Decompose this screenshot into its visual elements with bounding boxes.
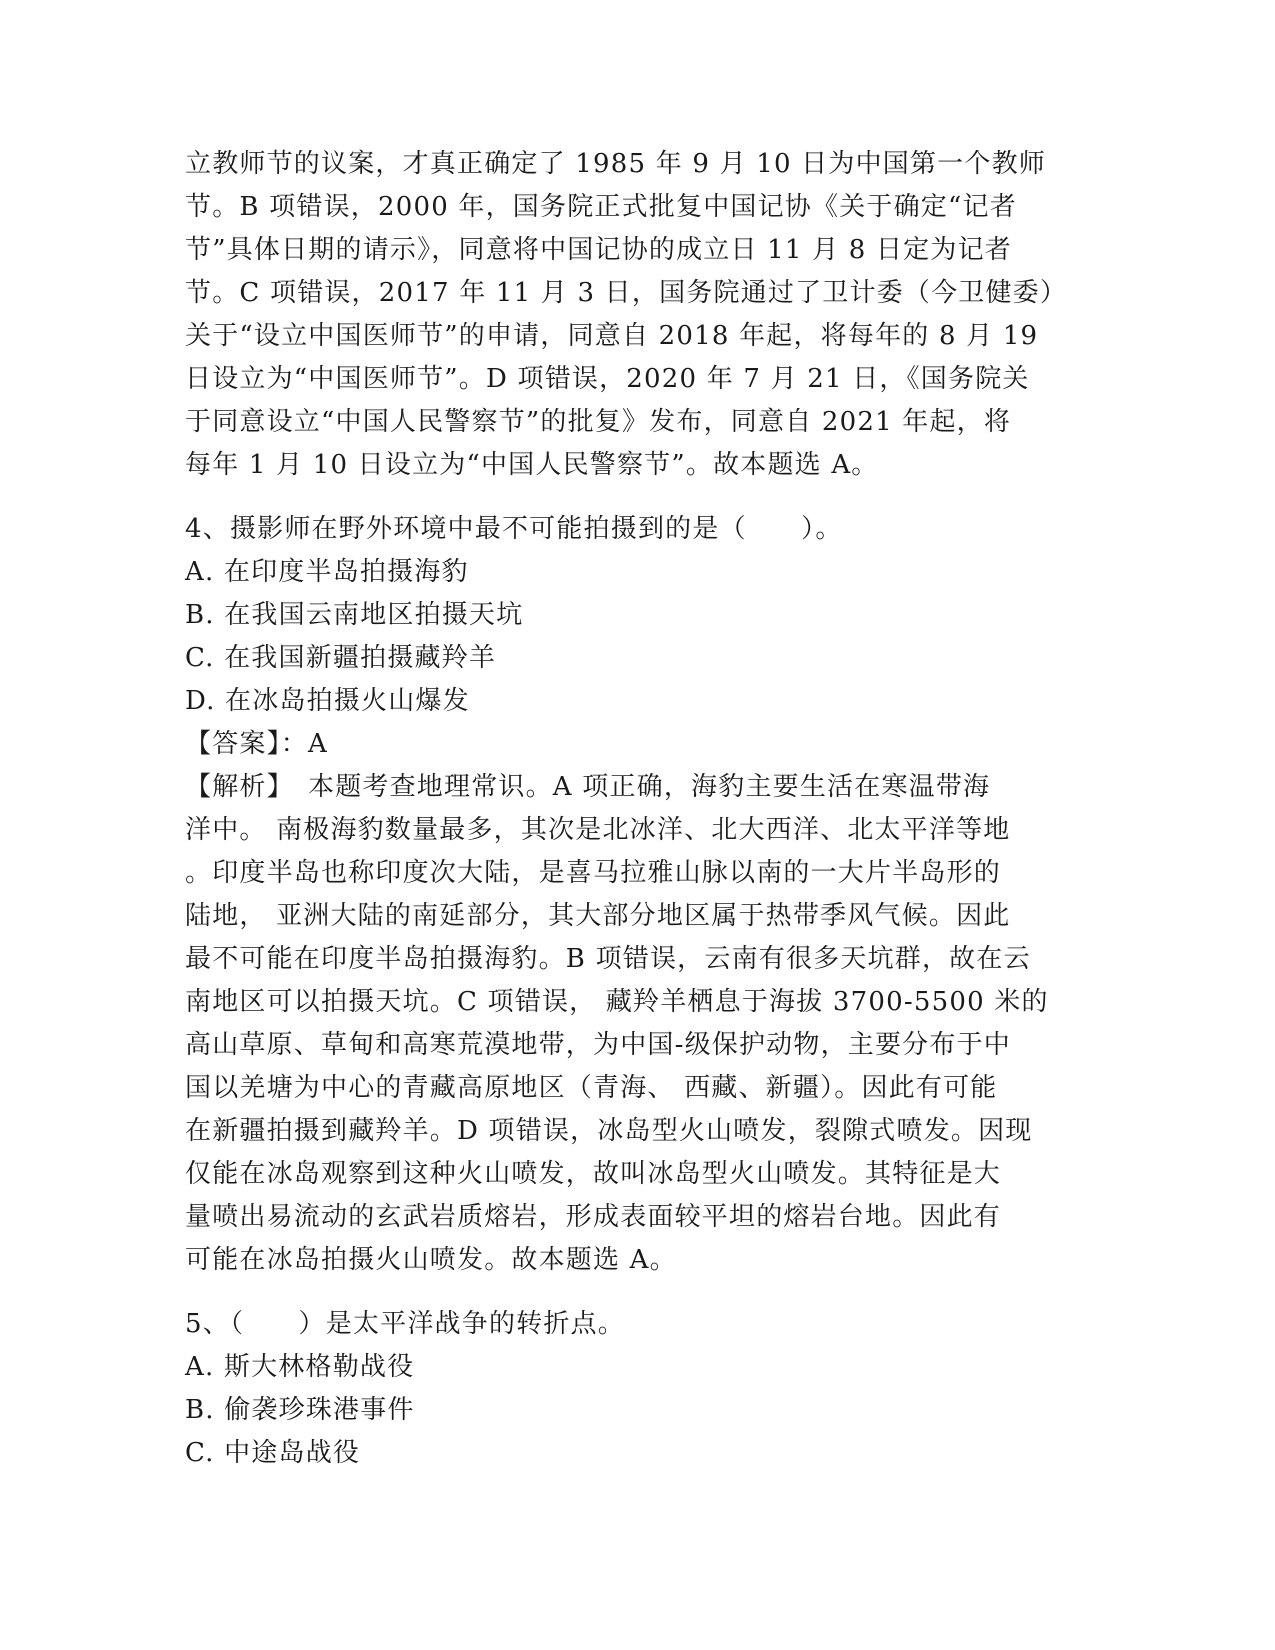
- text-line: 国以羌塘为中心的青藏高原地区（青海、 西藏、新疆）。因此有可能: [185, 1073, 998, 1103]
- text-line: 在新疆拍摄到藏羚羊。D 项错误，冰岛型火山喷发，裂隙式喷发。因现: [185, 1116, 1033, 1146]
- text-line: 高山草原、草甸和高寒荒漠地带，为中国-级保护动物，主要分布于中: [185, 1030, 1011, 1060]
- text-line: 最不可能在印度半岛拍摄海豹。B 项错误，云南有很多天坑群，故在云: [185, 944, 1031, 974]
- text-line: 关于“设立中国医师节”的申请，同意自 2018 年起，将每年的 8 月 19: [185, 321, 1039, 351]
- text-line: 日设立为“中国医师节”。D 项错误，2020 年 7 月 21 日，《国务院关: [185, 364, 1030, 394]
- option-c: C. 中途岛战役: [185, 1438, 361, 1468]
- explanation: [185, 766, 1095, 1282]
- prev-explanation: [185, 143, 1095, 487]
- option-a: A. 在印度半岛拍摄海豹: [185, 557, 469, 587]
- text-line: 节。B 项错误，2000 年，国务院正式批复中国记协《关于确定“记者: [185, 192, 1017, 222]
- text-line: 洋中。 南极海豹数量最多，其次是北冰洋、北大西洋、北太平洋等地: [185, 815, 1011, 845]
- text-line: 【解析】 本题考查地理常识。A 项正确，海豹主要生活在寒温带海: [185, 772, 991, 802]
- question-4: [185, 508, 1095, 1282]
- question-text: 5、（ ）是太平洋战争的转折点。: [185, 1309, 625, 1339]
- text-line: 节”具体日期的请示》，同意将中国记协的成立日 11 月 8 日定为记者: [185, 235, 1012, 265]
- text-line: 于同意设立“中国人民警察节”的批复》发布，同意自 2021 年起，将: [185, 407, 1012, 437]
- text-line: 可能在冰岛拍摄火山喷发。故本题选 A。: [185, 1245, 677, 1275]
- option-b: B. 偷袭珍珠港事件: [185, 1395, 415, 1425]
- question-text: 4、摄影师在野外环境中最不可能拍摄到的是（ ）。: [185, 514, 843, 544]
- text-line: 仅能在冰岛观察到这种火山喷发，故叫冰岛型火山喷发。其特征是大: [185, 1159, 1002, 1189]
- text-line: 节。C 项错误，2017 年 11 月 3 日，国务院通过了卫计委（今卫健委）: [185, 278, 1068, 308]
- spacer: [185, 1282, 1095, 1303]
- spacer: [185, 487, 1095, 508]
- text-line: 陆地， 亚洲大陆的南延部分，其大部分地区属于热带季风气候。因此: [185, 901, 1011, 931]
- answer-line: 【答案】：A: [185, 729, 328, 759]
- document-page: [185, 143, 1095, 1475]
- option-c: C. 在我国新疆拍摄藏羚羊: [185, 643, 497, 673]
- text-line: 立教师节的议案，才真正确定了 1985 年 9 月 10 日为中国第一个教师: [185, 149, 1046, 179]
- text-line: 每年 1 月 10 日设立为“中国人民警察节”。故本题选 A。: [185, 450, 879, 480]
- option-d: D. 在冰岛拍摄火山爆发: [185, 686, 470, 716]
- option-a: A. 斯大林格勒战役: [185, 1352, 415, 1382]
- text-line: 南地区可以拍摄天坑。C 项错误， 藏羚羊栖息于海拔 3700-5500 米的: [185, 987, 1049, 1017]
- text-line: 。印度半岛也称印度次大陆，是喜马拉雅山脉以南的一大片半岛形的: [185, 858, 1002, 888]
- option-b: B. 在我国云南地区拍摄天坑: [185, 600, 524, 630]
- text-line: 量喷出易流动的玄武岩质熔岩，形成表面较平坦的熔岩台地。因此有: [185, 1202, 1002, 1232]
- question-5: [185, 1303, 1095, 1475]
